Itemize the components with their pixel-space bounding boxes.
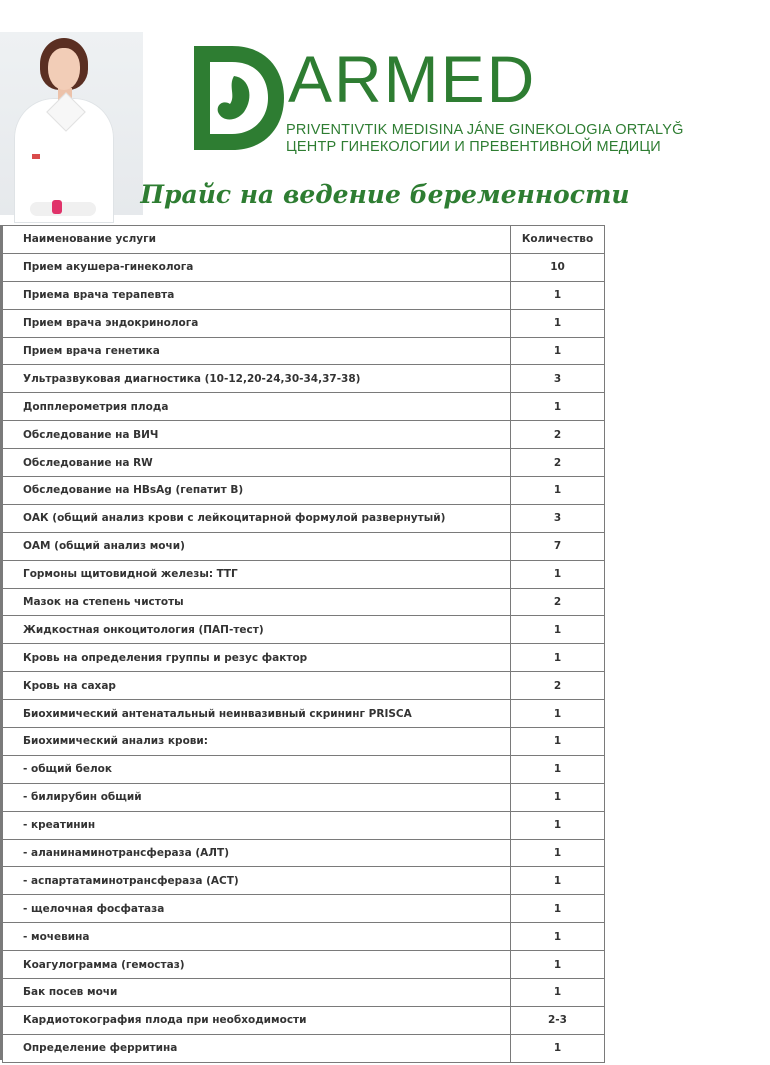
service-name: Обследование на ВИЧ — [3, 421, 511, 449]
table-row — [3, 365, 605, 393]
service-name: Приема врача терапевта — [3, 281, 511, 309]
service-name: Допплерометрия плода — [3, 393, 511, 421]
photo-badge — [32, 154, 40, 159]
service-quantity: 1 — [511, 755, 605, 783]
service-name: Прием акушера-гинеколога — [3, 253, 511, 281]
table-row — [3, 281, 605, 309]
service-name: - аланинаминотрансфераза (АЛТ) — [3, 839, 511, 867]
service-name: Обследование на RW — [3, 449, 511, 477]
service-name: - креатинин — [3, 811, 511, 839]
service-name: Ультразвуковая диагностика (10-12,20-24,30-34,37-38) — [3, 365, 511, 393]
table-row — [3, 1034, 605, 1062]
document-title: Прайс на ведение беременности — [140, 180, 630, 209]
table-row — [3, 867, 605, 895]
table-row — [3, 421, 605, 449]
service-name: Кровь на определения группы и резус фактор — [3, 644, 511, 672]
service-quantity: 2 — [511, 588, 605, 616]
service-name: - щелочная фосфатаза — [3, 895, 511, 923]
service-name: Коагулограмма (гемостаз) — [3, 951, 511, 979]
service-quantity: 2 — [511, 449, 605, 477]
service-name: Кардиотокография плода при необходимости — [3, 1006, 511, 1034]
service-name: Биохимический анализ крови: — [3, 728, 511, 756]
service-quantity: 1 — [511, 923, 605, 951]
service-name: Обследование на HBsAg (гепатит В) — [3, 477, 511, 505]
table-row — [3, 309, 605, 337]
table-row — [3, 337, 605, 365]
table-row — [3, 672, 605, 700]
service-quantity: 1 — [511, 477, 605, 505]
service-quantity: 1 — [511, 839, 605, 867]
service-quantity: 1 — [511, 281, 605, 309]
service-quantity: 1 — [511, 393, 605, 421]
table-row — [3, 532, 605, 560]
photo-face — [48, 48, 80, 90]
service-quantity: 1 — [511, 309, 605, 337]
table-row — [3, 253, 605, 281]
service-name: Мазок на степень чистоты — [3, 588, 511, 616]
header-service: Наименование услуги — [3, 226, 511, 254]
table-header-row — [3, 226, 605, 254]
service-quantity: 1 — [511, 644, 605, 672]
table-row — [3, 588, 605, 616]
service-name: Прием врача генетика — [3, 337, 511, 365]
service-quantity: 2 — [511, 421, 605, 449]
table-row — [3, 811, 605, 839]
service-quantity: 1 — [511, 560, 605, 588]
table-row — [3, 951, 605, 979]
table-row — [3, 728, 605, 756]
service-quantity: 1 — [511, 811, 605, 839]
service-quantity: 1 — [511, 783, 605, 811]
table-row — [3, 979, 605, 1007]
service-quantity: 10 — [511, 253, 605, 281]
table-row — [3, 504, 605, 532]
service-quantity: 3 — [511, 504, 605, 532]
service-quantity: 1 — [511, 1034, 605, 1062]
service-quantity: 1 — [511, 728, 605, 756]
service-quantity: 1 — [511, 895, 605, 923]
service-name: - аспартатаминотрансфераза (АСТ) — [3, 867, 511, 895]
service-name: Прием врача эндокринолога — [3, 309, 511, 337]
service-name: Биохимический антенатальный неинвазивный скрининг PRISCA — [3, 700, 511, 728]
service-quantity: 1 — [511, 616, 605, 644]
table-row — [3, 839, 605, 867]
logo-subtitle-ru: ЦЕНТР ГИНЕКОЛОГИИ И ПРЕВЕНТИВНОЙ МЕДИЦИ — [286, 139, 661, 155]
logo-d-emblem-icon — [188, 42, 288, 154]
service-name: ОАК (общий анализ крови с лейкоцитарной формулой развернутый) — [3, 504, 511, 532]
logo-subtitle-kz: PRIVENTIVTIK MEDISINA JÁNE GINEKOLOGIA ORTALYĞ — [286, 122, 684, 138]
clinic-logo — [188, 40, 684, 160]
service-name: ОАМ (общий анализ мочи) — [3, 532, 511, 560]
header-quantity: Количество — [511, 226, 605, 254]
service-quantity: 1 — [511, 700, 605, 728]
table-row — [3, 895, 605, 923]
logo-brand: ARMED — [288, 42, 537, 116]
table-row — [3, 449, 605, 477]
table-row — [3, 477, 605, 505]
service-quantity: 7 — [511, 532, 605, 560]
table-row — [3, 616, 605, 644]
service-quantity: 3 — [511, 365, 605, 393]
service-quantity: 2-3 — [511, 1006, 605, 1034]
table-row — [3, 1006, 605, 1034]
table-row — [3, 783, 605, 811]
service-quantity: 1 — [511, 979, 605, 1007]
service-name: Бак посев мочи — [3, 979, 511, 1007]
table-row — [3, 755, 605, 783]
service-quantity: 1 — [511, 867, 605, 895]
service-name: - общий белок — [3, 755, 511, 783]
table-row — [3, 560, 605, 588]
service-name: Жидкостная онкоцитология (ПАП-тест) — [3, 616, 511, 644]
table-row — [3, 700, 605, 728]
service-name: Кровь на сахар — [3, 672, 511, 700]
service-name: Гормоны щитовидной железы: ТТГ — [3, 560, 511, 588]
service-quantity: 1 — [511, 951, 605, 979]
table-row — [3, 923, 605, 951]
price-table — [2, 225, 605, 1063]
service-name: - билирубин общий — [3, 783, 511, 811]
service-quantity: 1 — [511, 337, 605, 365]
service-quantity: 2 — [511, 672, 605, 700]
service-name: Определение ферритина — [3, 1034, 511, 1062]
table-row — [3, 393, 605, 421]
table-row — [3, 644, 605, 672]
service-name: - мочевина — [3, 923, 511, 951]
